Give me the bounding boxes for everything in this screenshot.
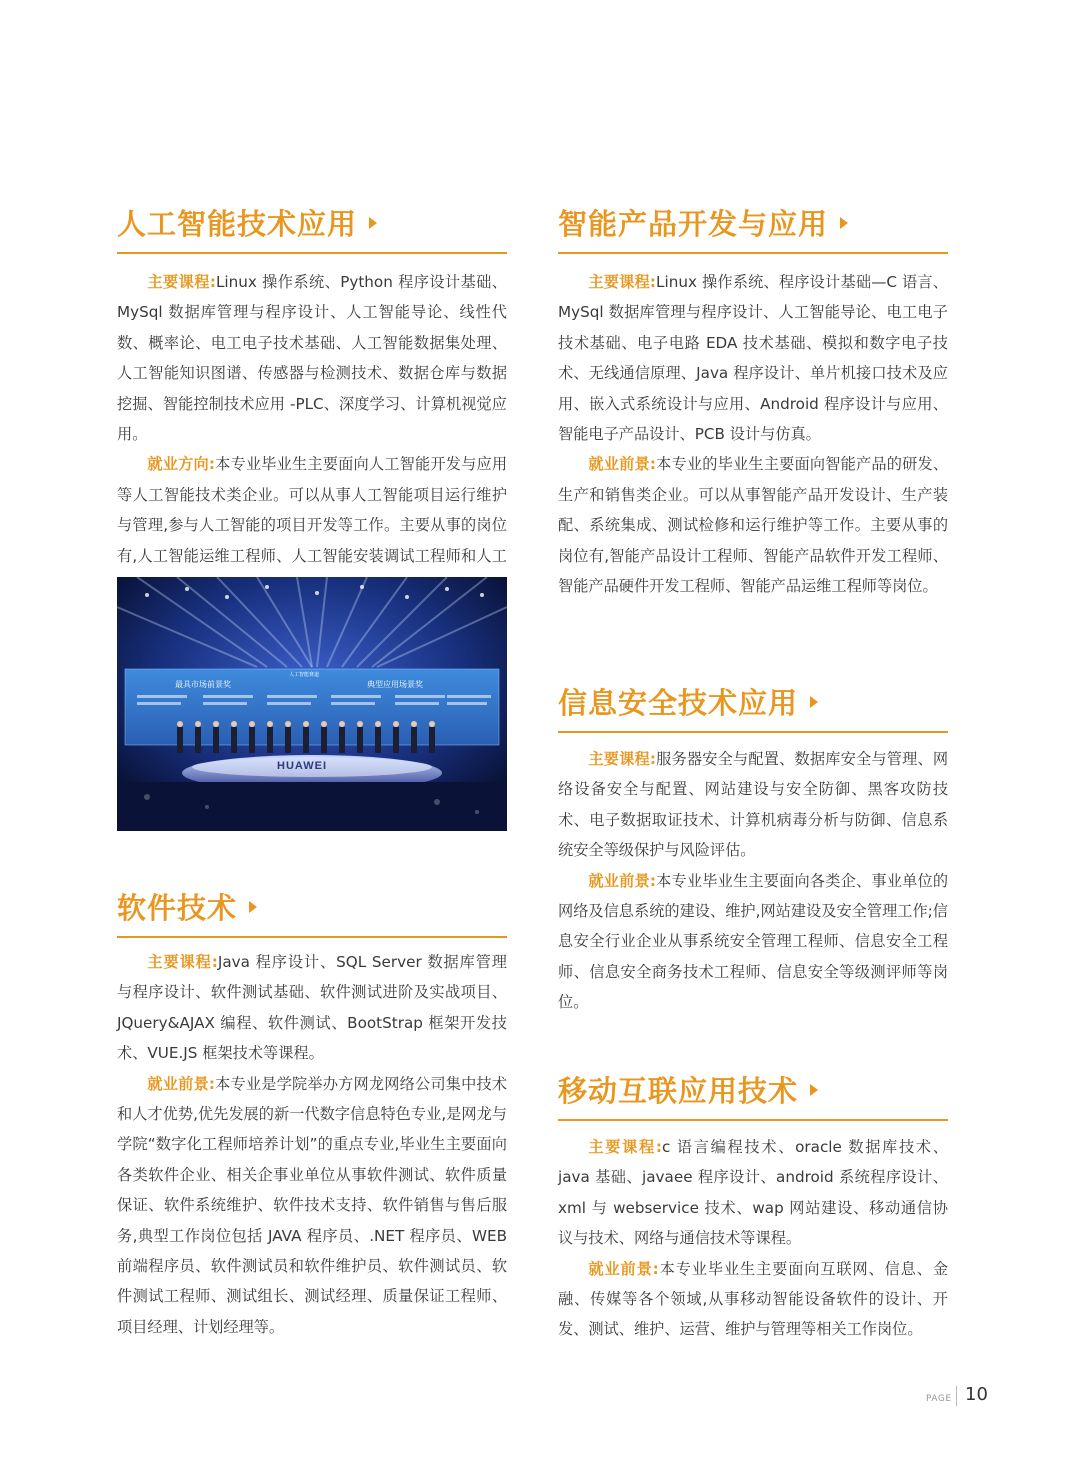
page-number-footer [926,1384,996,1408]
courses-text: Java 程序设计、SQL Server 数据库管理与程序设计、软件测试基础、软件测试进阶及实战项目、JQuery&AJAX 编程、软件测试、BootStrap 框架开发技术、VUE.JS 框架技术等课程。 [117,953,507,1063]
courses-label: 主要课程: [588,1138,663,1156]
section-mobile [558,1071,948,1345]
section-smart-product [558,204,948,601]
section-title: 智能产品开发与应用 [558,204,848,244]
courses-paragraph [117,947,507,1069]
courses-text: Linux 操作系统、程序设计基础—C 语言、MySql 数据库管理与程序设计、人工智能导论、电工电子技术基础、电子电路 EDA 技术基础、模拟和数字电子技术、无线通信原理、Java 程序设计、单片机接口技术及应用、嵌入式系统设计与应用、Android 程序设计与应用、智能电子产品设计、PCB 设计与仿真。 [558,273,948,444]
courses-text: Linux 操作系统、Python 程序设计基础、MySql 数据库管理与程序设计、人工智能导论、线性代数、概率论、电工电子技术基础、人工智能数据集处理、人工智能知识图谱、传感器与检测技术、数据仓库与数据挖掘、智能控制技术应用 -PLC、深度学习、计算机视觉应用。 [117,273,507,444]
career-label: 就业前景: [588,1259,659,1278]
section-ai [117,204,507,601]
arrow-right-icon [840,217,848,229]
stage-sign-left: 最具市场前景奖 [175,680,231,689]
arrow-right-icon [810,696,818,708]
courses-label: 主要课程: [588,273,657,291]
career-label: 就业前景: [588,871,656,890]
courses-label: 主要课程: [147,953,218,971]
arrow-right-icon [249,901,257,913]
section-title-bar [558,204,948,254]
career-text: 本专业毕业生主要面向互联网、信息、金融、传媒等各个领域,从事移动智能设备软件的设计、开发、测试、维护、运营、维护与管理等相关工作岗位。 [558,1259,949,1339]
arrow-right-icon [810,1084,818,1096]
career-text: 本专业的毕业生主要面向智能产品的研发、生产和销售类企业。可以从事智能产品开发设计、生产装配、系统集成、测试检修和运行维护等工作。主要从事的岗位有,智能产品设计工程师、智能产品软件开发工程师、智能产品硬件开发工程师、智能产品运维工程师等岗位。 [558,455,949,596]
page-divider [956,1386,957,1406]
stage-sign-right: 典型应用场景奖 [367,680,423,689]
brand-logo-text: HUAWEI [277,760,327,772]
arrow-right-icon [369,217,377,229]
career-text: 本专业是学院举办方网龙网络公司集中技术和人才优势,优先发展的新一代数字信息特色专业,是网龙与学院“数字化工程师培养计划”的重点专业,毕业生主要面向各类软件企业、相关企事业单位从事软件测试、软件质量保证、软件系统维护、软件技术支持、软件销售与售后服务,典型工作岗位包括 JAVA 程序员、.NET 程序员、WEB 前端程序员、软件测试员和软件维护员、软件测试员、软件测试工程师、测试组长、测试经理、质量保证工程师、项目经理、计划经理等。 [117,1074,508,1336]
section-title: 软件技术 [117,888,257,928]
section-title-bar [117,888,507,938]
career-label: 就业前景: [588,455,656,474]
courses-paragraph [117,267,507,449]
section-title-bar [558,1071,948,1121]
courses-paragraph [558,267,948,449]
section-title-bar [558,683,948,733]
career-paragraph [558,866,948,1018]
stage-photo-illustration [117,577,507,831]
courses-text: 服务器安全与配置、数据库安全与管理、网络设备安全与配置、网站建设与安全防御、黑客攻防技术、电子数据取证技术、计算机病毒分析与防御、信息系统安全等级保护与风险评估。 [558,750,949,860]
section-title: 人工智能技术应用 [117,204,377,244]
section-software [117,888,507,1342]
stage-sign-center: 人工智能赛道 [289,672,320,678]
career-label: 就业方向: [147,455,215,474]
section-title: 信息安全技术应用 [558,683,818,723]
career-text: 本专业毕业生主要面向人工智能开发与应用等人工智能技术类企业。可以从事人工智能项目运行维护与管理,参与人工智能的项目开发等工作。主要从事的岗位有,人工智能运维工程师、人工智能安装调试工程师和人工 [117,455,508,565]
courses-paragraph [558,1132,948,1254]
courses-paragraph [558,744,948,866]
section-security [558,683,948,1018]
career-label: 就业前景: [147,1074,215,1093]
page-number: 10 [965,1384,988,1405]
courses-text: c 语言编程技术、oracle 数据库技术、java 基础、javaee 程序设计、android 系统程序设计、xml 与 webservice 技术、wap 网站建设、移动通信协议与技术、网络与通信技术等课程。 [558,1138,948,1248]
career-paragraph [117,1069,507,1343]
section-title-bar [117,204,507,254]
page-label: PAGE [926,1394,952,1404]
event-photo [117,577,507,831]
career-text: 本专业毕业生主要面向各类企、事业单位的网络及信息系统的建设、维护,网站建设及安全管理工作;信息安全行业企业从事系统安全管理工程师、信息安全工程师、信息安全商务技术工程师、信息安全等级测评师等岗位。 [558,871,949,1012]
courses-label: 主要课程: [147,273,216,291]
career-paragraph [558,449,948,601]
section-title: 移动互联应用技术 [558,1071,818,1111]
career-paragraph [558,1254,948,1345]
courses-label: 主要课程: [588,750,656,768]
